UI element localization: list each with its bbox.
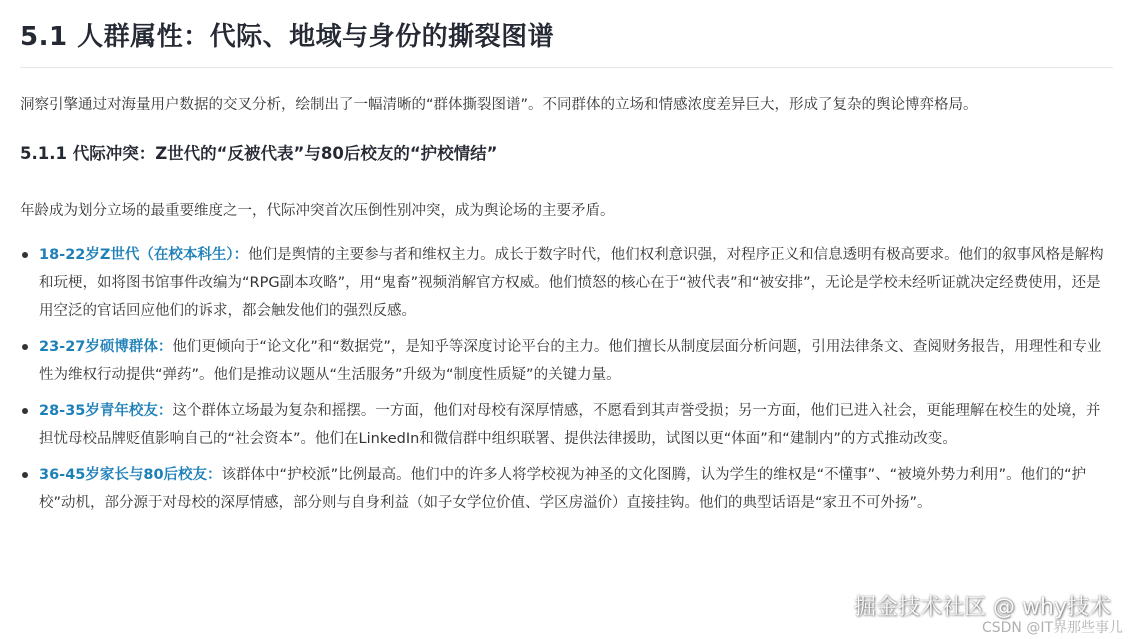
group-label: 36-45岁家长与80后校友： (39, 467, 222, 483)
group-text: 该群体中“护校派”比例最高。他们中的许多人将学校视为神圣的文化图腾，认为学生的维权是“不懂事”、“被境外势力利用”。他们的“护校”动机，部分源于对母校的深厚情感，部分则与自身利益（如子女学位价值、学区房溢价）直接挂钩。他们的典型话语是“家丑不可外扬”。 (39, 467, 1087, 511)
group-text: 他们是舆情的主要参与者和维权主力。成长于数字时代，他们权利意识强，对程序正义和信息透明有极高要求。他们的叙事风格是解构和玩梗，如将图书馆事件改编为“RPG副本攻略”，用“鬼畜”视频消解官方权威。他们愤怒的核心在于“被代表”和“被安排”，无论是学校未经听证就决定经费使用，还是用空泛的官话回应他们的诉求，都会触发他们的强烈反感。 (39, 247, 1104, 319)
bullet-icon (22, 472, 28, 478)
intro-paragraph: 洞察引擎通过对海量用户数据的交叉分析，绘制出了一幅清晰的“群体撕裂图谱”。不同群体的立场和情感浓度差异巨大，形成了复杂的舆论博弈格局。 (20, 97, 978, 113)
group-label: 28-35岁青年校友： (39, 403, 173, 419)
list-item-graduate (20, 333, 1113, 389)
group-text: 他们更倾向于“论文化”和“数据党”，是知乎等深度讨论平台的主力。他们擅长从制度层面分析问题，引用法律条文、查阅财务报告，用理性和专业性为维权行动提供“弹药”。他们是推动议题从“生活服务”升级为“制度性质疑”的关键力量。 (39, 339, 1102, 383)
bullet-icon (22, 252, 28, 258)
lead-paragraph: 年龄成为划分立场的最重要维度之一，代际冲突首次压倒性别冲突，成为舆论场的主要矛盾。 (20, 203, 615, 219)
juejin-watermark: 掘金技术社区 @ why技术 (854, 595, 1111, 620)
list-item-gen-z (20, 241, 1113, 325)
list-item-parents (20, 461, 1113, 517)
subsection-title: 5.1.1 代际冲突：Z世代的“反被代表”与80后校友的“护校情结” (20, 144, 498, 163)
group-text: 这个群体立场最为复杂和摇摆。一方面，他们对母校有深厚情感，不愿看到其声誉受损；另一方面，他们已进入社会，更能理解在校生的处境，并担忧母校品牌贬值影响自己的“社会资本”。他们在LinkedIn和微信群中组织联署、提供法律援助，试图以更“体面”和“建制内”的方式推动改变。 (39, 403, 1101, 447)
list-item-young-alumni (20, 397, 1113, 453)
group-label: 23-27岁硕博群体： (39, 339, 173, 355)
group-label: 18-22岁Z世代（在校本科生）： (39, 247, 249, 263)
csdn-watermark: CSDN @IT界那些事儿 (981, 620, 1123, 636)
bullet-icon (22, 408, 28, 414)
bullet-icon (22, 344, 28, 350)
section-title: 5.1 人群属性：代际、地域与身份的撕裂图谱 (20, 0, 1113, 68)
group-list (20, 241, 1113, 517)
